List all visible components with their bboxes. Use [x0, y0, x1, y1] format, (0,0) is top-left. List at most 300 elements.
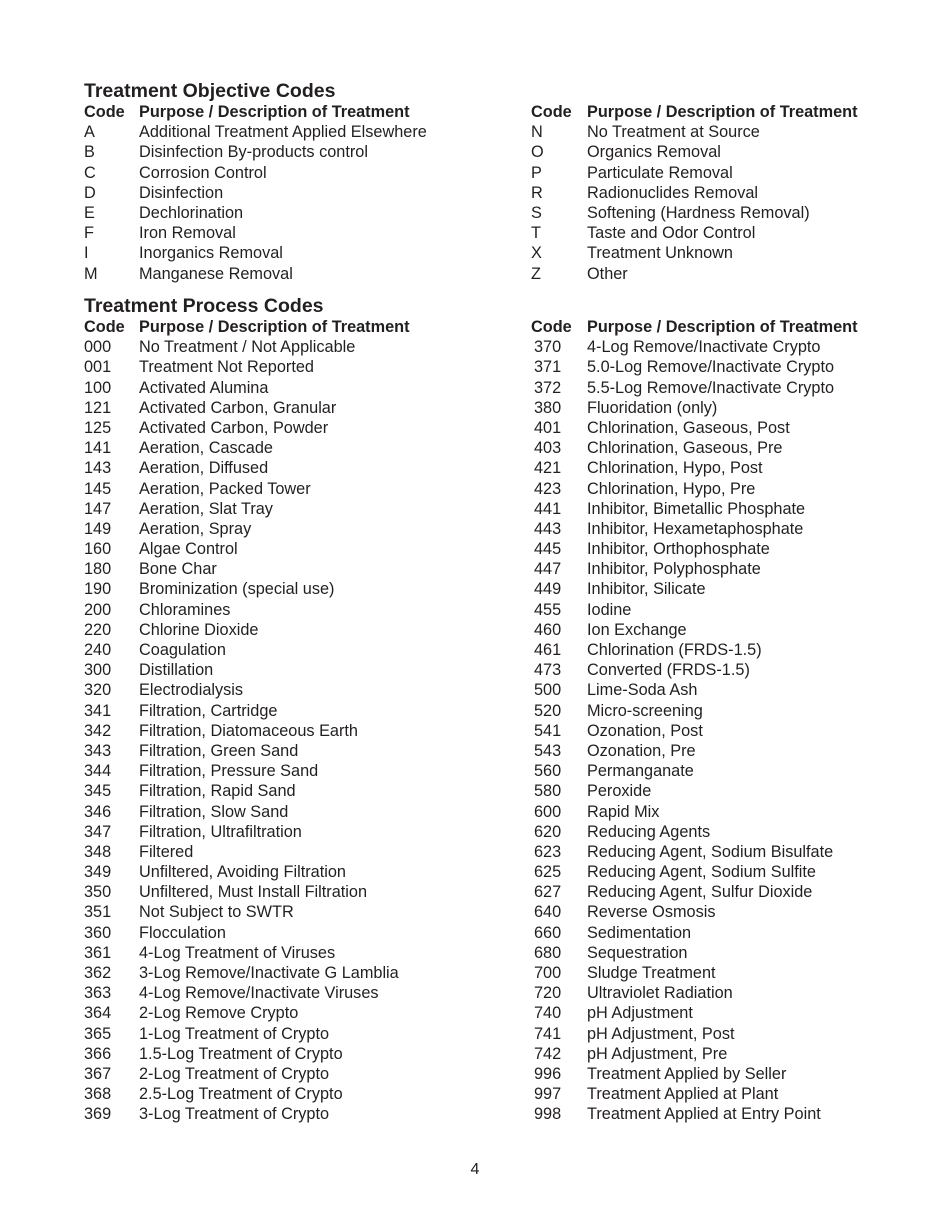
- treatment-description: Activated Carbon, Granular: [139, 398, 337, 417]
- treatment-code: Z: [531, 264, 541, 283]
- treatment-description: Dechlorination: [139, 203, 244, 222]
- treatment-code: 361: [84, 943, 112, 962]
- treatment-description: Reverse Osmosis: [587, 903, 716, 922]
- treatment-description: Coagulation: [139, 641, 226, 659]
- treatment-code: 348: [84, 842, 112, 861]
- code-row: [531, 337, 858, 357]
- treatment-description: Chlorination, Hypo, Pre: [587, 479, 756, 498]
- column-header-code: Code: [531, 103, 572, 121]
- code-row: [531, 842, 858, 862]
- treatment-description: Filtration, Ultrafiltration: [139, 822, 302, 841]
- treatment-code: 620: [534, 822, 562, 841]
- code-row: [531, 963, 858, 983]
- treatment-code: D: [84, 183, 96, 202]
- code-row: [84, 183, 427, 203]
- code-row: [531, 559, 858, 579]
- code-row: [84, 882, 410, 902]
- code-row: [531, 983, 858, 1003]
- treatment-code: 660: [534, 923, 562, 942]
- treatment-code: 300: [84, 661, 112, 680]
- code-row: [84, 1044, 410, 1064]
- code-row: [84, 862, 410, 882]
- treatment-description: Inorganics Removal: [139, 244, 283, 263]
- code-row: [84, 223, 427, 243]
- treatment-description: Aeration, Packed Tower: [139, 479, 311, 498]
- code-row: [531, 398, 858, 418]
- treatment-description: Inhibitor, Orthophosphate: [587, 540, 770, 559]
- treatment-code: 369: [84, 1105, 112, 1124]
- treatment-code: 370: [534, 338, 562, 357]
- treatment-code: 343: [84, 741, 112, 760]
- column-header-code: Code: [531, 318, 572, 336]
- treatment-code: 365: [84, 1024, 112, 1043]
- treatment-code: 625: [534, 863, 562, 882]
- treatment-code: 190: [84, 580, 112, 599]
- table-header: [84, 102, 427, 122]
- objective-left-column: [84, 102, 427, 284]
- treatment-code: 541: [534, 721, 562, 740]
- treatment-code: 740: [534, 1004, 562, 1023]
- treatment-description: Inhibitor, Bimetallic Phosphate: [587, 499, 806, 518]
- code-row: [531, 781, 858, 801]
- treatment-description: No Treatment / Not Applicable: [139, 338, 356, 357]
- code-row: [84, 761, 410, 781]
- code-row: [531, 902, 858, 922]
- treatment-description: Peroxide: [587, 782, 652, 801]
- treatment-description: 3-Log Remove/Inactivate G Lamblia: [139, 964, 399, 982]
- treatment-description: Activated Carbon, Powder: [139, 418, 329, 437]
- treatment-description: 5.0-Log Remove/Inactivate Crypto: [587, 358, 835, 377]
- code-row: [84, 519, 410, 539]
- treatment-code: 143: [84, 459, 112, 478]
- treatment-code: 100: [84, 378, 112, 397]
- treatment-code: P: [531, 163, 542, 182]
- code-row: [531, 680, 858, 700]
- treatment-code: 345: [84, 782, 112, 801]
- code-row: [84, 458, 410, 478]
- table-header: [84, 317, 410, 337]
- treatment-description: Sequestration: [587, 943, 688, 962]
- treatment-code: 145: [84, 479, 112, 498]
- treatment-description: Treatment Applied at Plant: [587, 1085, 779, 1104]
- code-row: [84, 963, 410, 983]
- treatment-code: M: [84, 264, 98, 283]
- code-row: [84, 620, 410, 640]
- code-row: [531, 183, 858, 203]
- code-row: [84, 1064, 410, 1084]
- treatment-description: Ozonation, Post: [587, 721, 703, 740]
- code-row: [84, 741, 410, 761]
- treatment-code: 473: [534, 661, 562, 680]
- treatment-description: Micro-screening: [587, 701, 703, 720]
- treatment-description: Chlorine Dioxide: [139, 620, 259, 639]
- code-row: [531, 660, 858, 680]
- treatment-description: Unfiltered, Must Install Filtration: [139, 883, 368, 902]
- treatment-code: 741: [534, 1024, 562, 1043]
- treatment-code: X: [531, 244, 542, 263]
- treatment-description: Reducing Agent, Sulfur Dioxide: [587, 883, 813, 902]
- code-row: [84, 479, 410, 499]
- code-row: [84, 243, 427, 263]
- treatment-description: Inhibitor, Polyphosphate: [587, 560, 761, 579]
- treatment-description: Flocculation: [139, 923, 226, 942]
- objective-section-title: Treatment Objective Codes: [84, 80, 336, 102]
- treatment-code: 461: [534, 641, 562, 659]
- treatment-description: 2.5-Log Treatment of Crypto: [139, 1085, 343, 1104]
- code-row: [84, 438, 410, 458]
- treatment-description: 1-Log Treatment of Crypto: [139, 1024, 330, 1043]
- code-row: [531, 822, 858, 842]
- code-row: [84, 378, 410, 398]
- treatment-description: Filtration, Cartridge: [139, 701, 278, 720]
- treatment-description: Filtration, Diatomaceous Earth: [139, 721, 358, 740]
- treatment-code: 380: [534, 398, 562, 417]
- code-row: [531, 539, 858, 559]
- treatment-code: 160: [84, 540, 112, 559]
- code-row: [84, 418, 410, 438]
- code-row: [531, 1104, 858, 1124]
- code-row: [84, 1104, 410, 1124]
- treatment-description: 3-Log Treatment of Crypto: [139, 1105, 330, 1124]
- code-row: [531, 357, 858, 377]
- treatment-description: Aeration, Slat Tray: [139, 499, 273, 518]
- code-row: [84, 559, 410, 579]
- code-row: [531, 943, 858, 963]
- treatment-description: 2-Log Treatment of Crypto: [139, 1064, 330, 1083]
- code-row: [531, 519, 858, 539]
- treatment-description: Activated Alumina: [139, 378, 269, 397]
- treatment-code: 362: [84, 964, 112, 982]
- treatment-description: Chlorination, Gaseous, Pre: [587, 439, 783, 458]
- treatment-description: Aeration, Cascade: [139, 439, 273, 458]
- treatment-description: Distillation: [139, 661, 214, 680]
- treatment-code: T: [531, 224, 541, 243]
- treatment-description: 4-Log Treatment of Viruses: [139, 943, 336, 962]
- treatment-code: 445: [534, 540, 562, 559]
- treatment-code: 220: [84, 620, 112, 639]
- table-header: [531, 102, 858, 122]
- treatment-description: Not Subject to SWTR: [139, 903, 294, 922]
- treatment-code: 351: [84, 903, 112, 922]
- objective-right-column: [531, 102, 858, 284]
- column-header-description: Purpose / Description of Treatment: [587, 103, 858, 121]
- treatment-description: Treatment Unknown: [587, 244, 733, 263]
- treatment-description: Taste and Odor Control: [587, 224, 756, 243]
- treatment-description: Lime-Soda Ash: [587, 681, 698, 700]
- process-left-column: [84, 317, 410, 1125]
- treatment-description: Bone Char: [139, 560, 217, 579]
- treatment-description: Chloramines: [139, 600, 231, 619]
- treatment-description: Permanganate: [587, 762, 694, 781]
- treatment-code: 455: [534, 600, 562, 619]
- treatment-description: Particulate Removal: [587, 163, 733, 182]
- code-row: [84, 660, 410, 680]
- treatment-code: 680: [534, 943, 562, 962]
- treatment-description: pH Adjustment, Post: [587, 1024, 735, 1043]
- treatment-code: 742: [534, 1044, 562, 1063]
- treatment-description: Disinfection: [139, 183, 224, 202]
- treatment-description: No Treatment at Source: [587, 123, 760, 142]
- code-row: [531, 741, 858, 761]
- code-row: [84, 499, 410, 519]
- treatment-description: Treatment Applied at Entry Point: [587, 1105, 821, 1124]
- code-row: [531, 223, 858, 243]
- treatment-code: 447: [534, 560, 562, 579]
- code-row: [531, 579, 858, 599]
- column-header-description: Purpose / Description of Treatment: [139, 318, 410, 336]
- code-row: [531, 142, 858, 162]
- treatment-description: Iodine: [587, 600, 632, 619]
- page-number: 4: [470, 1161, 480, 1178]
- treatment-description: Sedimentation: [587, 923, 692, 942]
- treatment-code: N: [531, 123, 543, 142]
- treatment-code: 125: [84, 418, 112, 437]
- treatment-code: 623: [534, 842, 562, 861]
- treatment-description: Treatment Applied by Seller: [587, 1064, 787, 1083]
- treatment-description: Iron Removal: [139, 224, 236, 243]
- treatment-code: 640: [534, 903, 562, 922]
- treatment-description: Rapid Mix: [587, 802, 660, 821]
- code-row: [531, 862, 858, 882]
- treatment-code: B: [84, 143, 95, 162]
- treatment-description: 4-Log Remove/Inactivate Crypto: [587, 338, 821, 357]
- treatment-description: Chlorination (FRDS-1.5): [587, 641, 762, 659]
- treatment-code: 346: [84, 802, 112, 821]
- treatment-code: A: [84, 123, 95, 142]
- treatment-code: 141: [84, 439, 112, 458]
- treatment-code: O: [531, 143, 544, 162]
- treatment-description: Inhibitor, Hexametaphosphate: [587, 519, 804, 538]
- treatment-description: Other: [587, 264, 628, 283]
- code-row: [84, 781, 410, 801]
- treatment-code: 147: [84, 499, 112, 518]
- treatment-code: 443: [534, 519, 562, 538]
- treatment-description: Filtration, Pressure Sand: [139, 762, 319, 781]
- treatment-code: 560: [534, 762, 562, 781]
- column-header-code: Code: [84, 318, 125, 336]
- treatment-description: Algae Control: [139, 540, 238, 559]
- code-row: [531, 802, 858, 822]
- code-row: [84, 398, 410, 418]
- code-row: [84, 923, 410, 943]
- process-right-column: [531, 317, 858, 1125]
- code-row: [531, 1084, 858, 1104]
- code-row: [531, 1003, 858, 1023]
- treatment-description: 2-Log Remove Crypto: [139, 1004, 299, 1023]
- code-row: [531, 1044, 858, 1064]
- treatment-description: Filtration, Green Sand: [139, 741, 299, 760]
- code-row: [531, 458, 858, 478]
- code-row: [84, 203, 427, 223]
- process-section-title: Treatment Process Codes: [84, 295, 324, 317]
- treatment-description: Ion Exchange: [587, 620, 687, 639]
- treatment-code: 200: [84, 600, 112, 619]
- code-row: [531, 122, 858, 142]
- treatment-code: 520: [534, 701, 562, 720]
- treatment-code: 347: [84, 822, 112, 841]
- treatment-code: 996: [534, 1064, 562, 1083]
- treatment-code: S: [531, 203, 542, 222]
- treatment-code: 449: [534, 580, 562, 599]
- treatment-code: R: [531, 183, 543, 202]
- treatment-code: F: [84, 224, 94, 243]
- code-row: [531, 438, 858, 458]
- treatment-description: Electrodialysis: [139, 681, 244, 700]
- treatment-code: E: [84, 203, 95, 222]
- code-row: [84, 1003, 410, 1023]
- code-row: [84, 539, 410, 559]
- treatment-description: Organics Removal: [587, 143, 721, 162]
- code-row: [84, 701, 410, 721]
- treatment-description: Ultraviolet Radiation: [587, 984, 733, 1003]
- code-row: [531, 1064, 858, 1084]
- treatment-code: 342: [84, 721, 112, 740]
- code-row: [531, 882, 858, 902]
- treatment-description: Reducing Agents: [587, 822, 711, 841]
- code-row: [531, 479, 858, 499]
- treatment-code: 366: [84, 1044, 112, 1063]
- code-row: [531, 761, 858, 781]
- code-row: [84, 337, 410, 357]
- code-row: [531, 163, 858, 183]
- treatment-description: pH Adjustment, Pre: [587, 1044, 728, 1063]
- treatment-code: 460: [534, 620, 562, 639]
- treatment-description: Filtration, Slow Sand: [139, 802, 289, 821]
- code-row: [531, 203, 858, 223]
- treatment-description: Filtered: [139, 842, 194, 861]
- code-row: [84, 142, 427, 162]
- code-row: [84, 842, 410, 862]
- treatment-code: 350: [84, 883, 112, 902]
- treatment-description: Chlorination, Hypo, Post: [587, 459, 763, 478]
- code-row: [84, 680, 410, 700]
- treatment-code: 363: [84, 984, 112, 1003]
- treatment-description: 1.5-Log Treatment of Crypto: [139, 1044, 343, 1063]
- treatment-code: 720: [534, 984, 562, 1003]
- treatment-code: 421: [534, 459, 562, 478]
- treatment-code: 121: [84, 398, 112, 417]
- code-row: [531, 378, 858, 398]
- treatment-description: Sludge Treatment: [587, 964, 716, 982]
- code-row: [531, 418, 858, 438]
- code-row: [84, 943, 410, 963]
- treatment-code: 364: [84, 1004, 112, 1023]
- treatment-description: Chlorination, Gaseous, Post: [587, 418, 790, 437]
- treatment-code: 700: [534, 964, 562, 982]
- code-row: [531, 620, 858, 640]
- code-row: [531, 701, 858, 721]
- code-row: [84, 721, 410, 741]
- code-row: [531, 600, 858, 620]
- treatment-code: 368: [84, 1085, 112, 1104]
- code-row: [531, 243, 858, 263]
- treatment-code: 367: [84, 1064, 112, 1083]
- treatment-description: 5.5-Log Remove/Inactivate Crypto: [587, 378, 835, 397]
- treatment-code: 998: [534, 1105, 562, 1124]
- code-row: [531, 1024, 858, 1044]
- treatment-description: Unfiltered, Avoiding Filtration: [139, 863, 346, 882]
- treatment-description: Ozonation, Pre: [587, 741, 696, 760]
- code-row: [531, 264, 858, 284]
- treatment-code: 320: [84, 681, 112, 700]
- code-row: [84, 1084, 410, 1104]
- code-row: [84, 122, 427, 142]
- treatment-description: Additional Treatment Applied Elsewhere: [139, 123, 427, 142]
- table-header: [531, 317, 858, 337]
- code-row: [84, 822, 410, 842]
- treatment-description: Softening (Hardness Removal): [587, 203, 810, 222]
- treatment-code: 180: [84, 560, 112, 579]
- treatment-code: 000: [84, 338, 112, 357]
- column-header-code: Code: [84, 103, 125, 121]
- code-row: [84, 163, 427, 183]
- treatment-description: pH Adjustment: [587, 1004, 693, 1023]
- code-row: [84, 640, 410, 660]
- column-header-description: Purpose / Description of Treatment: [587, 318, 858, 336]
- treatment-code: 341: [84, 701, 112, 720]
- treatment-description: Inhibitor, Silicate: [587, 580, 706, 599]
- treatment-code: 372: [534, 378, 562, 397]
- treatment-code: 149: [84, 519, 112, 538]
- code-row: [531, 923, 858, 943]
- column-header-description: Purpose / Description of Treatment: [139, 103, 410, 121]
- code-row: [84, 579, 410, 599]
- treatment-code: 344: [84, 762, 112, 781]
- treatment-code: 423: [534, 479, 562, 498]
- code-row: [531, 640, 858, 660]
- code-row: [84, 902, 410, 922]
- treatment-code: 001: [84, 358, 112, 377]
- treatment-code: 580: [534, 782, 562, 801]
- treatment-code: 403: [534, 439, 562, 458]
- treatment-code: 600: [534, 802, 562, 821]
- treatment-code: C: [84, 163, 96, 182]
- treatment-description: Corrosion Control: [139, 163, 267, 182]
- code-row: [531, 721, 858, 741]
- code-row: [531, 499, 858, 519]
- treatment-code: 500: [534, 681, 562, 700]
- treatment-code: 240: [84, 641, 112, 659]
- code-row: [84, 357, 410, 377]
- treatment-code: 627: [534, 883, 562, 902]
- treatment-description: Aeration, Spray: [139, 519, 252, 538]
- treatment-description: Manganese Removal: [139, 264, 293, 283]
- treatment-code: 441: [534, 499, 562, 518]
- treatment-code: I: [84, 244, 89, 263]
- code-row: [84, 983, 410, 1003]
- code-row: [84, 264, 427, 284]
- treatment-description: Treatment Not Reported: [139, 358, 314, 377]
- treatment-description: Fluoridation (only): [587, 398, 718, 417]
- treatment-code: 360: [84, 923, 112, 942]
- treatment-description: Reducing Agent, Sodium Bisulfate: [587, 842, 834, 861]
- treatment-description: Reducing Agent, Sodium Sulfite: [587, 863, 816, 882]
- treatment-description: Aeration, Diffused: [139, 459, 269, 478]
- treatment-code: 997: [534, 1085, 562, 1104]
- treatment-code: 401: [534, 418, 562, 437]
- treatment-description: Radionuclides Removal: [587, 183, 759, 202]
- treatment-code: 371: [534, 358, 562, 377]
- treatment-description: Disinfection By-products control: [139, 143, 368, 162]
- treatment-code: 543: [534, 741, 562, 760]
- treatment-description: Filtration, Rapid Sand: [139, 782, 296, 801]
- code-row: [84, 1024, 410, 1044]
- treatment-description: Converted (FRDS-1.5): [587, 661, 750, 680]
- treatment-code: 349: [84, 863, 112, 882]
- treatment-description: Brominization (special use): [139, 580, 335, 599]
- code-row: [84, 802, 410, 822]
- code-row: [84, 600, 410, 620]
